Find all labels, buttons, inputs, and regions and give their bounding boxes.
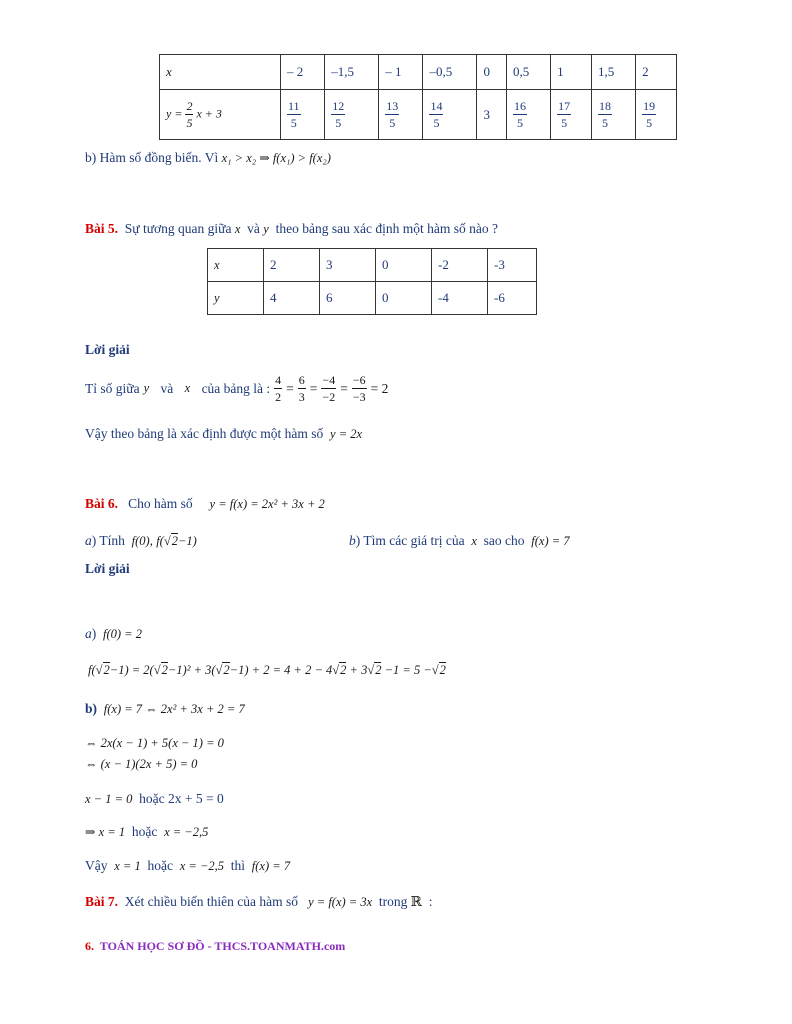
bai6-sol-a-computation: f(√2−1) = 2(√2−1)² + 3(√2−1) + 2 = 4 + 2 − 4√2 + 3√2 −1 = 5 −√2 (88, 663, 446, 677)
table1-cell: $\frac{12}{5}$ (325, 90, 379, 140)
bai6-part-a: a) Tính f(0), f(√2−1) (85, 533, 197, 548)
bai6-part-b: b) Tìm các giá trị của x sao cho f(x) = 7 (349, 533, 570, 548)
bai5-heading: Bài 5. Sự tương quan giữa x và y theo bảng sau xác định một hàm số nào ? (85, 221, 498, 236)
table1-cell: –1,5 (325, 55, 379, 90)
table1-cell: x (160, 55, 281, 90)
table2-cell: x (208, 249, 264, 282)
table2-cell: y (208, 282, 264, 315)
bai6-sol-b: b) f(x) = 7 ⇔ 2x² + 3x + 2 = 7 (85, 701, 245, 716)
bai7-heading: Bài 7. Xét chiều biến thiên của hàm số y = f(x) = 3x trong ℝ : (85, 894, 433, 909)
table2-cell: 2 (264, 249, 320, 282)
table2-cell: -3 (488, 249, 537, 282)
table2-cell: 3 (320, 249, 376, 282)
table1-cell: $\frac{11}{5}$ (281, 90, 325, 140)
table2-cell: -4 (432, 282, 488, 315)
table1-cell: 3 (477, 90, 506, 140)
bai6-step-1: ⇔ 2x(x − 1) + 5(x − 1) = 0 (85, 736, 224, 750)
value-table-1 (159, 54, 677, 140)
table2-cell: 0 (376, 249, 432, 282)
table1-cell: – 1 (379, 55, 423, 90)
table1-cell: 0,5 (506, 55, 550, 90)
table1-cell: –0,5 (423, 55, 477, 90)
table2-cell: -6 (488, 282, 537, 315)
bai6-final: Vậy x = 1 hoặc x = −2,5 thì f(x) = 7 (85, 858, 291, 873)
table1-row-label: y = $\frac{2}{5}$ x + 3 (160, 90, 281, 140)
bai5-conclusion: Vậy theo bảng là xác định được một hàm số y = 2x (85, 426, 363, 441)
bai6-step-3: x − 1 = 0 hoặc 2x + 5 = 0 (85, 791, 224, 806)
bai6-step-4: ⇒ x = 1 hoặc x = −2,5 (85, 824, 209, 839)
table2-cell: -2 (432, 249, 488, 282)
table1-cell: $\frac{19}{5}$ (636, 90, 677, 140)
table1-cell: 1 (551, 55, 592, 90)
page-footer: 6. TOÁN HỌC SƠ ĐỒ - THCS.TOANMATH.com (85, 939, 346, 953)
table2-cell: 4 (264, 282, 320, 315)
table2-cell: 0 (376, 282, 432, 315)
bai6-sol-a: a) f(0) = 2 (85, 626, 142, 641)
part-b-conclusion: b) Hàm số đồng biến. Vì x₁ > x₂ ⇒ f(x₁) > f(x₂) (85, 150, 331, 165)
table2-cell: 6 (320, 282, 376, 315)
table1-cell: 2 (636, 55, 677, 90)
table1-cell: $\frac{16}{5}$ (506, 90, 550, 140)
table1-cell: 0 (477, 55, 506, 90)
table1-cell: $\frac{17}{5}$ (551, 90, 592, 140)
bai5-solution-title: Lời giải (85, 342, 130, 357)
value-table-2 (207, 248, 537, 315)
bai6-step-2: ⇔ (x − 1)(2x + 5) = 0 (85, 757, 198, 771)
table1-cell: $\frac{18}{5}$ (591, 90, 635, 140)
table1-cell: 1,5 (591, 55, 635, 90)
table1-cell: $\frac{13}{5}$ (379, 90, 423, 140)
table1-cell: $\frac{14}{5}$ (423, 90, 477, 140)
bai6-solution-title: Lời giải (85, 561, 130, 576)
bai6-heading: Bài 6. Cho hàm số y = f(x) = 2x² + 3x + 2 (85, 496, 325, 511)
bai5-ratio: Tỉ số giữa y và x của bảng là : $\frac{4}{2}$ = $\frac{6}{3}$ = $\frac{-4}{-2}$ = $\frac{-6}{-3}$ = 2 (85, 373, 389, 404)
table1-cell: – 2 (281, 55, 325, 90)
